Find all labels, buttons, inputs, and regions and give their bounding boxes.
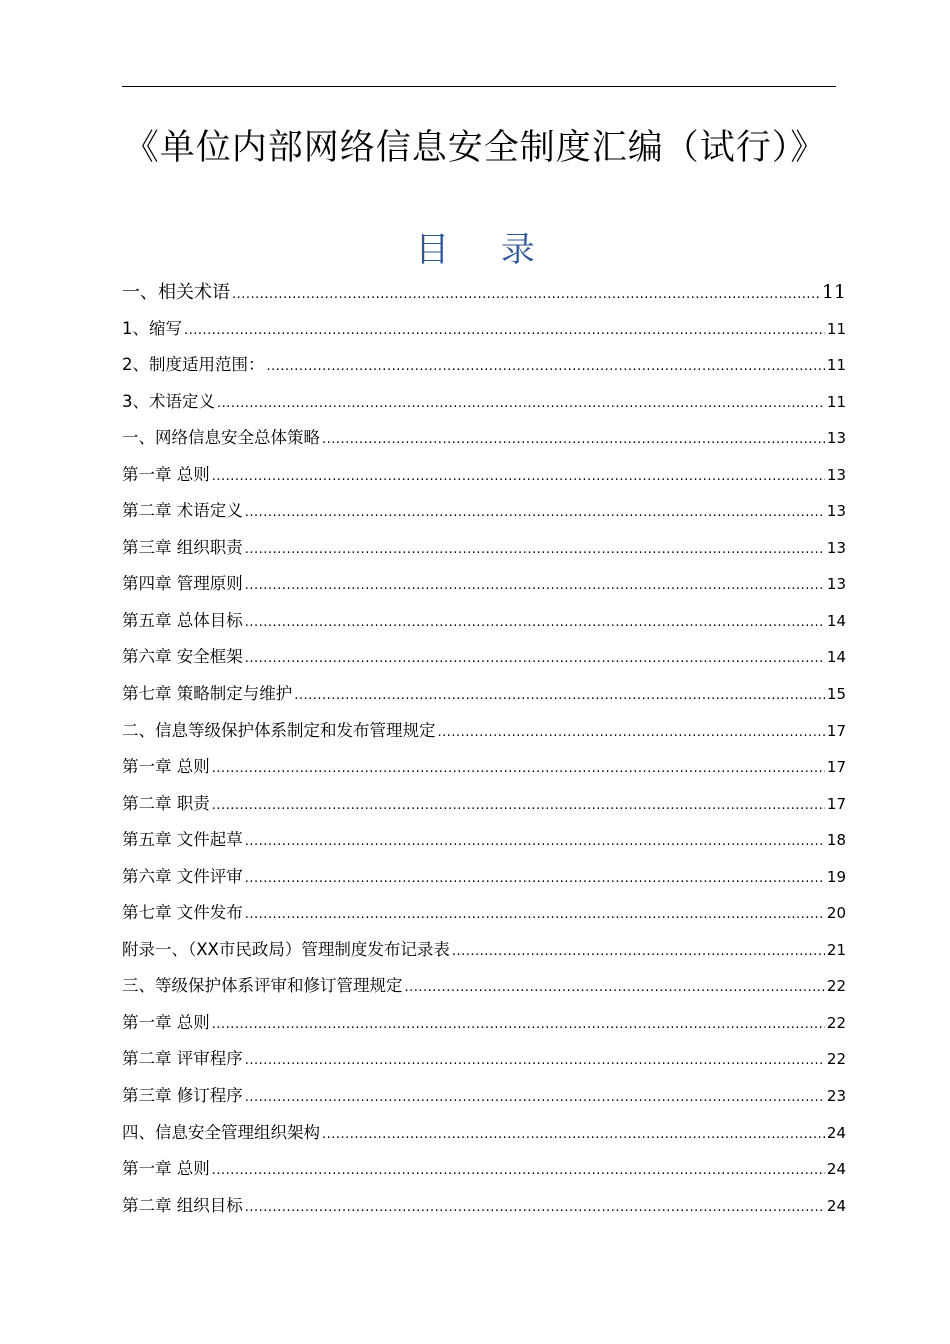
dot-leader: [245, 824, 825, 859]
toc-entry[interactable]: [122, 384, 846, 421]
toc-entry[interactable]: [122, 566, 846, 603]
toc-entry[interactable]: [122, 639, 846, 676]
dot-leader: [322, 1117, 825, 1152]
toc-entry-label: 二、信息等级保护体系制定和发布管理规定: [122, 720, 436, 740]
dot-leader: [212, 1153, 825, 1188]
dot-leader: [245, 897, 825, 932]
toc-entry[interactable]: [122, 530, 846, 567]
dot-leader: [212, 788, 825, 823]
dot-leader: [184, 313, 825, 348]
dot-leader: [267, 349, 825, 384]
toc-entry-page: 19: [826, 867, 846, 886]
toc-entry-label: 第三章 组织职责: [122, 537, 243, 557]
toc-entry[interactable]: [122, 676, 846, 713]
toc-entry-page: 21: [826, 940, 846, 959]
toc-entry-page: 11: [821, 281, 846, 303]
dot-leader: [232, 277, 820, 311]
toc-entry[interactable]: [122, 859, 846, 896]
dot-leader: [405, 970, 825, 1005]
dot-leader: [245, 605, 825, 640]
dot-leader: [212, 1007, 825, 1042]
toc-entry[interactable]: [122, 1078, 846, 1115]
toc-entry[interactable]: [122, 895, 846, 932]
toc-entry-page: 15: [826, 685, 846, 704]
toc-entry[interactable]: [122, 603, 846, 640]
toc-entry-page: 24: [826, 1160, 846, 1179]
dot-leader: [452, 934, 825, 969]
toc-entry-page: 14: [826, 648, 846, 667]
dot-leader: [245, 1190, 825, 1225]
toc-entry[interactable]: [122, 420, 846, 457]
toc-entry-page: 22: [826, 977, 846, 996]
toc-entry-label: 第一章 总则: [122, 757, 210, 777]
dot-leader: [245, 641, 825, 676]
toc-entry-label: 第六章 安全框架: [122, 647, 243, 667]
toc-entry-label: 附录一、（XX市民政局）管理制度发布记录表: [122, 939, 450, 959]
toc-entry-page: 17: [826, 794, 846, 813]
toc-entry-label: 第三章 修订程序: [122, 1086, 243, 1106]
toc-entry-label: 第五章 总体目标: [122, 610, 243, 630]
toc-entry-page: 13: [826, 502, 846, 521]
toc-entry-label: 第二章 组织目标: [122, 1195, 243, 1215]
toc-entry-label: 第七章 策略制定与维护: [122, 684, 293, 704]
dot-leader: [322, 422, 825, 457]
toc-entry-label: 第二章 职责: [122, 793, 210, 813]
toc-entry-page: 11: [826, 319, 846, 338]
toc-entry-page: 11: [826, 392, 846, 411]
toc-entry-label: 一、相关术语: [122, 282, 230, 303]
dot-leader: [245, 495, 825, 530]
toc-entry-label: 第二章 术语定义: [122, 501, 243, 521]
dot-leader: [217, 386, 825, 421]
header-rule: [122, 86, 836, 87]
toc-entry[interactable]: [122, 347, 846, 384]
toc-entry-label: 2、制度适用范围：: [122, 355, 265, 375]
toc-entry-page: 13: [826, 538, 846, 557]
toc-entry[interactable]: [122, 1041, 846, 1078]
toc-entry-label: 第一章 总则: [122, 464, 210, 484]
toc-entry-page: 17: [826, 721, 846, 740]
toc-entry-page: 14: [826, 611, 846, 630]
toc-entry-page: 17: [826, 758, 846, 777]
toc-entry-label: 一、网络信息安全总体策略: [122, 428, 320, 448]
toc-entry[interactable]: [122, 749, 846, 786]
toc-entry[interactable]: [122, 1188, 846, 1225]
toc-entry-label: 第一章 总则: [122, 1159, 210, 1179]
toc-entry-label: 第二章 评审程序: [122, 1049, 243, 1069]
toc-entry-label: 1、缩写: [122, 318, 182, 338]
toc-entry-label: 第四章 管理原则: [122, 574, 243, 594]
toc-entry-page: 24: [826, 1196, 846, 1215]
toc-entry-page: 13: [826, 465, 846, 484]
toc-entry[interactable]: [122, 968, 846, 1005]
toc-entry-label: 第六章 文件评审: [122, 866, 243, 886]
toc-entry-label: 第一章 总则: [122, 1012, 210, 1032]
dot-leader: [212, 459, 825, 494]
toc-entry-page: 23: [826, 1087, 846, 1106]
toc-entry-label: 四、信息安全管理组织架构: [122, 1122, 320, 1142]
toc-entry[interactable]: [122, 713, 846, 750]
toc-entry[interactable]: [122, 1151, 846, 1188]
dot-leader: [438, 715, 825, 750]
toc-entry-label: 第七章 文件发布: [122, 903, 243, 923]
toc-entry-page: 20: [826, 904, 846, 923]
toc-entry[interactable]: [122, 786, 846, 823]
toc-entry-page: 22: [826, 1050, 846, 1069]
toc-entry[interactable]: [122, 311, 846, 348]
toc-entry-page: 13: [826, 575, 846, 594]
toc-entry[interactable]: [122, 493, 846, 530]
dot-leader: [245, 1043, 825, 1078]
toc-entry[interactable]: [122, 274, 846, 311]
dot-leader: [212, 751, 825, 786]
toc-entry-page: 22: [826, 1013, 846, 1032]
toc-entry[interactable]: [122, 1115, 846, 1152]
dot-leader: [245, 861, 825, 896]
table-of-contents: [122, 274, 846, 1224]
toc-entry-label: 三、等级保护体系评审和修订管理规定: [122, 976, 403, 996]
toc-entry[interactable]: [122, 822, 846, 859]
dot-leader: [294, 678, 825, 713]
toc-entry[interactable]: [122, 1005, 846, 1042]
toc-entry-page: 13: [826, 429, 846, 448]
dot-leader: [245, 532, 825, 567]
toc-entry-page: 18: [826, 831, 846, 850]
toc-entry[interactable]: [122, 457, 846, 494]
toc-entry-page: 11: [826, 356, 846, 375]
document-title: 《单位内部网络信息安全制度汇编（试行）》: [123, 128, 827, 168]
dot-leader: [245, 1080, 825, 1115]
dot-leader: [245, 568, 825, 603]
toc-entry-label: 第五章 文件起草: [122, 830, 243, 850]
toc-entry[interactable]: [122, 932, 846, 969]
toc-entry-label: 3、术语定义: [122, 391, 215, 411]
toc-entry-page: 24: [826, 1123, 846, 1142]
toc-heading: 目 录: [415, 230, 556, 270]
